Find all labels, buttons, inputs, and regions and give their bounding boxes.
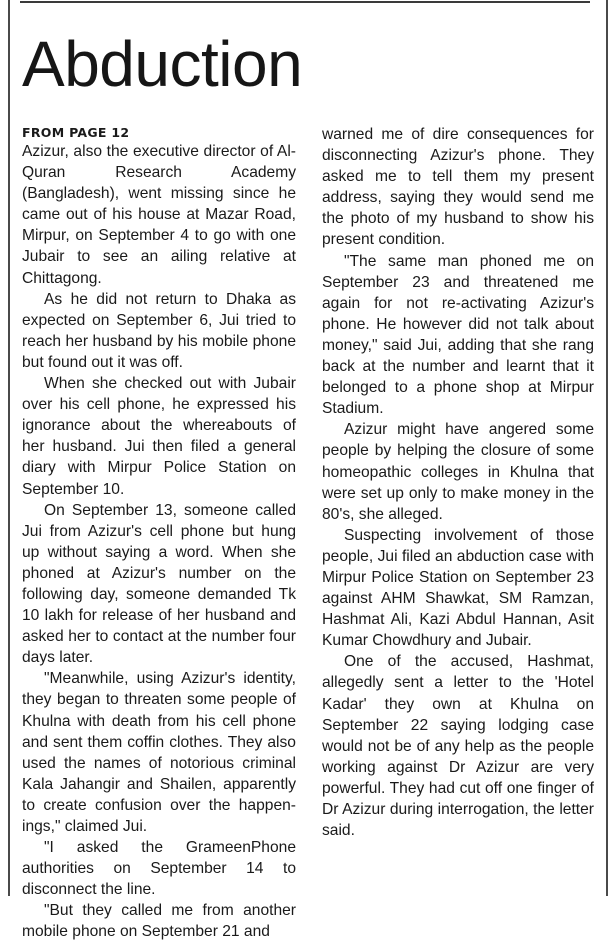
paragraph: As he did not return to Dhaka as expected on September 6, Jui tried to reach her husband by his mobile phone but found out it was off. [22, 290, 296, 371]
paragraph: When she checked out with Jubair over his cell phone, he expressed his ignorance about the whereabouts of her husband. Jui then filed a general diary with Mirpur Police Station on September 10. [22, 375, 296, 498]
continuation-kicker: FROM PAGE 12 [22, 125, 130, 140]
left-column-rule [8, 0, 10, 896]
paragraph: "I asked the GrameenPhone authorities on September 14 to disconnect the line. [22, 839, 296, 899]
top-rule [20, 1, 590, 3]
paragraph: Suspecting involvement of those people, Jui filed an abduction case with Mirpur Police Station on September 23 against AHM Shawkat, SM Ramzan, Hashmat Ali, Kazi Abdul Hannan, Asit Kumar Chowdhury and Jubair. [322, 526, 594, 650]
paragraph: "But they called me from another mobile phone on September 21 and [22, 902, 296, 941]
article-headline: Abduction [22, 28, 303, 100]
paragraph: "The same man phoned me on September 23 and threatened me again for not re-activating Azizur's phone. He however did not talk about money," said Jui, adding that she rang back at the number and learnt that it belonged to a phone shop at Mirpur Stadium. [322, 252, 594, 418]
right-column-rule [606, 0, 608, 896]
paragraph: One of the accused, Hashmat, allegedly sent a letter to the 'Hotel Kadar' they own at Khulna on September 22 saying lodging case would not be of any help as the people working against Dr Azizur are very powerful. They had cut off one finger of Dr Azizur during interrogation, the letter said. [322, 653, 594, 840]
article-column-left [22, 124, 296, 943]
paragraph: warned me of dire consequences for disconnecting Azizur's phone. They asked me to tell them my present address, saying they would send me the photo of my husband to show his present condition. [322, 126, 594, 249]
paragraph: On September 13, someone called Jui from Azizur's cell phone but hung up without saying a word. When she phoned at Azizur's number on the following day, someone demanded Tk 10 lakh for release of her husband and asked her to contact at the number four days later. [22, 501, 296, 667]
paragraph: Azizur might have angered some people by helping the closure of some homeopathic colleges in Khulna that were set up only to make money in the 80's, she alleged. [322, 421, 594, 523]
article-column-right [322, 124, 594, 841]
paragraph: "Meanwhile, using Azizur's identity, they began to threaten some people of Khulna with death from his cell phone and sent them coffin clothes. They also used the names of notorious criminal Kala Jahangir and Shailen, apparently to create confusion over the happenings," claimed Jui. [22, 670, 296, 835]
paragraph: Azizur, also the executive director of Al-Quran Research Academy (Bangladesh), went missing since he came out of his house at Mazar Road, Mirpur, on September 4 to go with one Jubair to see an ailing relative at Chittagong. [22, 143, 296, 287]
